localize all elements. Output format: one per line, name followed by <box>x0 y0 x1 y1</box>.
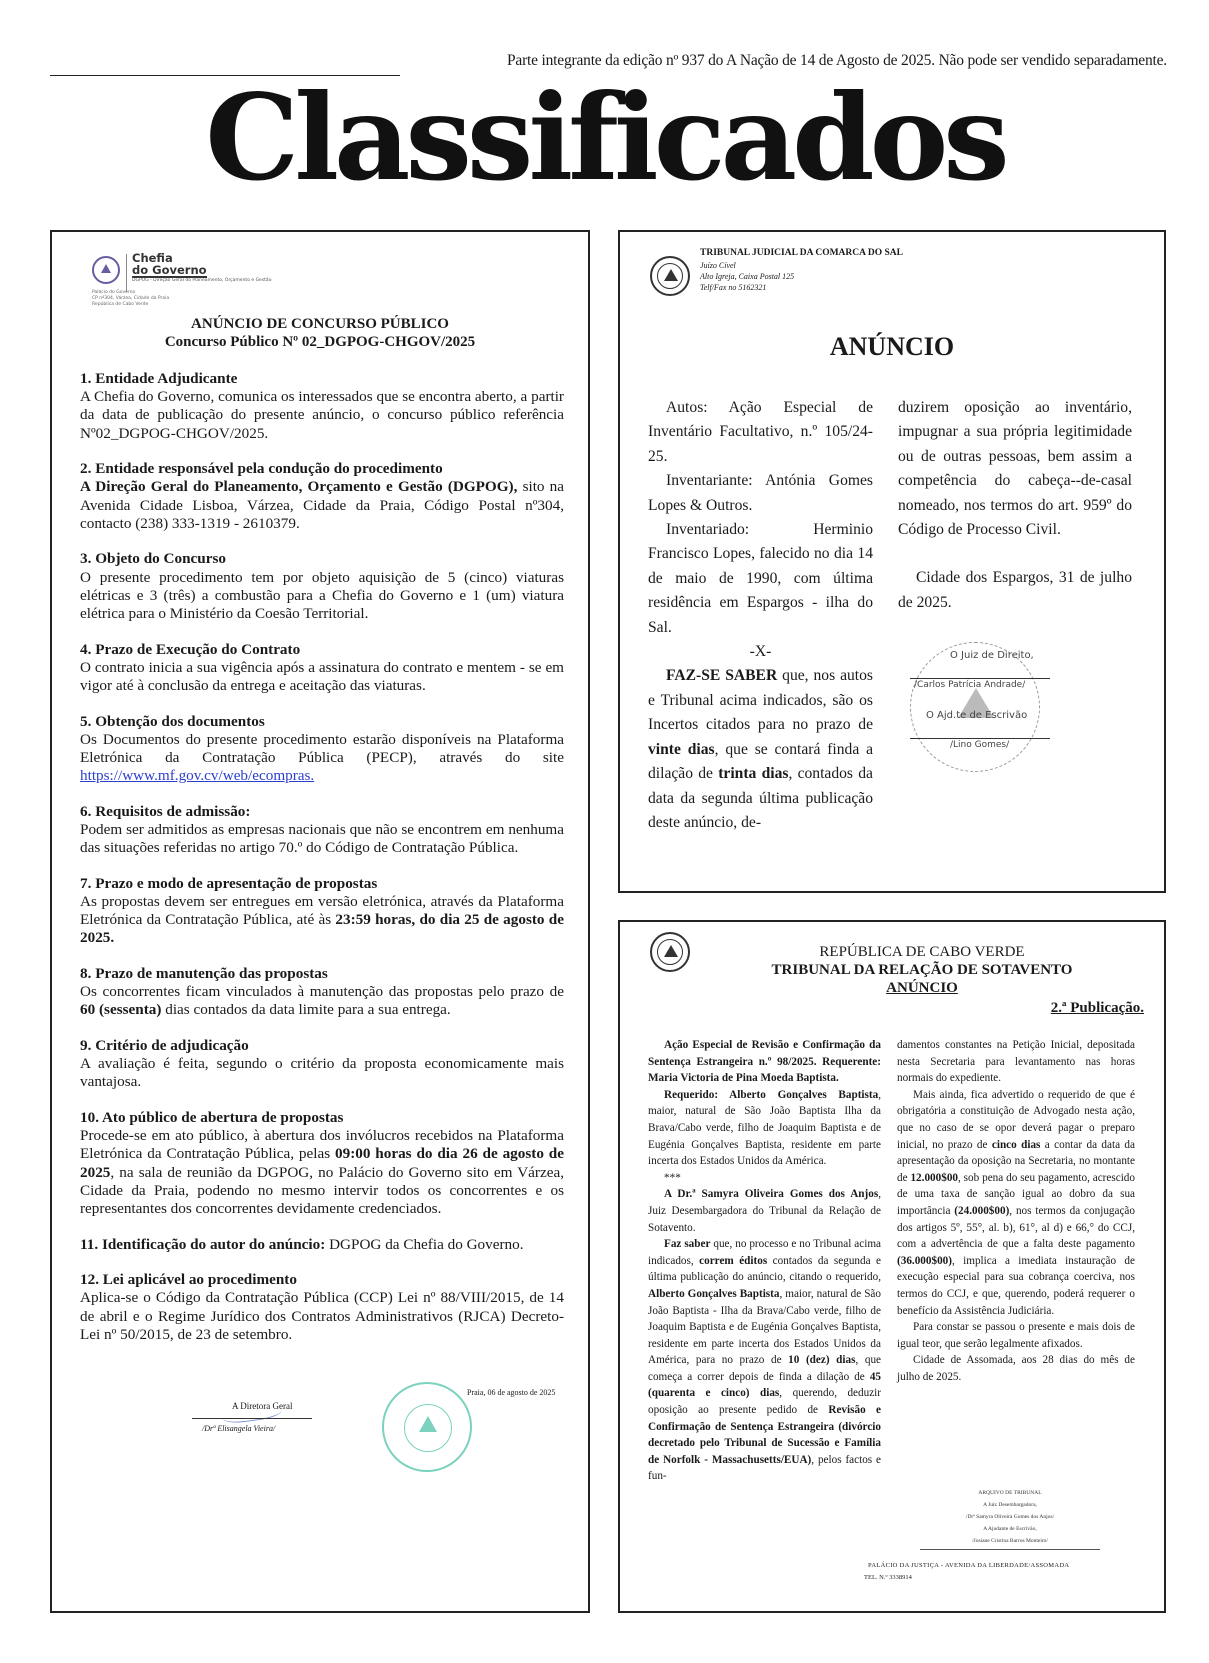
bold-run: Requerido: Alberto Gonçalves Baptista <box>664 1088 879 1101</box>
cabo-verde-emblem-icon <box>650 256 690 296</box>
logo-line1: Chefia <box>132 251 173 265</box>
section-12 <box>80 1271 564 1344</box>
section-text: O contrato inicia a sua vigência após a assinatura do contrato e mentem - se em vigor até à conclusão da entrega e aceitação das viaturas. <box>80 658 564 695</box>
section-8 <box>80 965 564 1020</box>
ad2-separator: -X- <box>749 643 772 661</box>
text-run: , maior, natural de São João Baptista Ilha da Brava/Cabo verde, filho de Joaquim Baptista e de Eugénia Gonçalves Baptista, residente em parte incerta dos Estados Unidos da América. <box>648 1088 881 1168</box>
signature-place-date: Praia, 06 de agosto de 2025 <box>467 1388 556 1397</box>
section-text: A Chefia do Governo, comunica os interessados que se encontra aberto, a partir da data de publicação do presente anúncio, o concurso público referência Nº02_DGPOG-CHGOV/2025. <box>80 388 564 442</box>
ad2-column-1 <box>648 396 873 835</box>
section-11 <box>80 1236 564 1254</box>
clerk-role: O Ajd.te de Escrivão <box>926 710 1028 721</box>
bold-run: Faz saber <box>664 1238 711 1251</box>
section-text: O presente procedimento tem por objeto aquisição de 5 (cinco) viaturas elétricas e 3 (três) a combustão para a Chefia do Governo e 1 (um) viatura elétrica para o Ministério da Coesão Territorial. <box>80 568 564 623</box>
section-text: Aplica-se o Código da Contratação Pública (CCP) Lei nº 88/VIII/2015, de 14 de abril e o Regime Jurídico dos Contratos Administrativos (RJCA) Decreto-Lei nº 50/2015, de 23 de setembro. <box>80 1289 564 1343</box>
ad2-sub1: Juízo Cível <box>700 261 736 270</box>
section-text <box>80 893 564 948</box>
ad2-continuation: duzirem oposição ao inventário, impugnar a sua própria legitimidade ou de outras pessoas, bem assim a competência do cabeça--de-casal nomeado, nos termos do art. 959º do Código de Processo Civil. <box>898 399 1132 539</box>
bold-run: 10 (dez) dias <box>788 1354 856 1367</box>
section-heading: 6. Requisitos de admissão: <box>80 802 251 820</box>
bold-run: 12.000$00 <box>910 1171 958 1184</box>
text-run: , maior, natural de São João Baptista - Ilha da Brava/Cabo verde, filho de Joaquim Baptista e de Eugénia Gonçalves Baptista, residente em parte incerta dos Estados Unidos da América, para no prazo de <box>648 1287 881 1367</box>
ad3-requerido <box>648 1087 881 1170</box>
bold-run: correm éditos <box>699 1254 768 1267</box>
section-text <box>80 983 564 1019</box>
text-run: Mais ainda, fica advertido o requerido de que é obrigatória a constituição de Advogado nesta ação, que no caso de se opor deverá pagar o preparo inicial, no prazo de <box>897 1088 1135 1151</box>
section-text: Podem ser admitidos as empresas nacionais que não se encontrem em nenhuma das situações referidas no artigo 70.º do Código de Contratação Pública. <box>80 821 564 857</box>
dgpog-stamp-icon <box>382 1382 472 1472</box>
ad3-faz-saber <box>648 1236 881 1485</box>
ad1-title: ANÚNCIO DE CONCURSO PÚBLICO <box>191 316 449 332</box>
section-3 <box>80 550 564 623</box>
ad2-court-name: TRIBUNAL JUDICIAL DA COMARCA DO SAL <box>700 248 903 258</box>
bold-run: Revisão e Confirmação de Sentença Estrangeira (divórcio decretado pelo Tribunal de Sucessão e Família de Norfolk - Massachusetts/EUA) <box>648 1404 881 1466</box>
ad2-sub2: Alto Igreja, Caixa Postal 125 <box>700 272 795 281</box>
section-heading: 1. Entidade Adjudicante <box>80 370 238 387</box>
bold-run: cinco dias <box>991 1138 1041 1151</box>
section-bold: A Direção Geral do Planeamento, Orçamento e Gestão (DGPOG), <box>80 478 518 496</box>
ad-tribunal-sal <box>618 230 1166 893</box>
section-6 <box>80 803 564 858</box>
ad2-date: Cidade dos Espargos, 31 de julho de 2025. <box>898 569 1132 611</box>
signature-name: /Drª Elisangela Vieira/ <box>202 1424 276 1433</box>
coat-of-arms-icon <box>92 256 120 284</box>
section-text <box>80 731 564 786</box>
ad3-court-name: TRIBUNAL DA RELAÇÃO DE SOTAVENTO <box>771 962 1073 978</box>
text-run: , pelos factos e fun- <box>648 1453 881 1483</box>
ad3-judge <box>648 1186 881 1236</box>
court-stamp-icon <box>910 642 1040 772</box>
ad3-separator: *** <box>664 1171 681 1184</box>
text-run: , que começa a correr depois de finda a dilação de <box>648 1354 882 1383</box>
section-heading: 12. Lei aplicável ao procedimento <box>80 1271 297 1289</box>
text-run: , contados da data da segunda última publicação deste anúncio, de- <box>648 765 873 831</box>
ad3-footer-tel: TEL. N.º 3338914 <box>864 1574 912 1581</box>
ad3-case <box>648 1037 881 1087</box>
text-run: , Juiz Desembargadora do Tribunal da Relação de Sotavento. <box>648 1188 881 1234</box>
chefia-governo-logo <box>92 252 272 312</box>
section-bold: 23:59 horas, do dia 25 de agosto de 2025. <box>80 911 564 947</box>
ad3-column-2 <box>897 1037 1135 1385</box>
section-text: A avaliação é feita, segundo o critério da proposta economicamente mais vantajosa. <box>80 1055 564 1091</box>
ad2-inventariado: Inventariado: Herminio Francisco Lopes, falecido no dia 14 de maio de 1990, com última residência em Espargos - ilha do Sal. <box>648 521 873 636</box>
ad3-title: ANÚNCIO <box>886 980 958 996</box>
bold-run: (36.000$00) <box>897 1254 952 1267</box>
bold-run: A Dr.ª Samyra Oliveira Gomes dos Anjos <box>664 1188 879 1201</box>
logo-line2: do Governo <box>132 263 207 277</box>
text-run: , sob pena do seu pagamento, acrescido de uma taxa de sanção igual ao dobro da sua importância <box>897 1171 1135 1217</box>
text-run: , que se contará finda a dilação de <box>648 740 874 783</box>
ad2-title: ANÚNCIO <box>829 332 955 361</box>
section-heading: 5. Obtenção dos documentos <box>80 712 265 730</box>
section-7 <box>80 875 564 948</box>
section-2 <box>80 460 564 533</box>
section-bold: 09:00 horas do dia 26 de agosto de 2025 <box>80 1145 564 1181</box>
section-heading: 2. Entidade responsável pela condução do procedimento <box>80 460 443 478</box>
section-heading: 8. Prazo de manutenção das propostas <box>80 965 328 983</box>
bold-run: vinte dias <box>648 740 715 758</box>
ad3-publication: 2.ª Publicação. <box>1050 1000 1144 1016</box>
ad3-advertencia <box>897 1087 1135 1319</box>
ad3-republic: REPÚBLICA DE CABO VERDE <box>819 944 1025 960</box>
section-1 <box>80 370 564 443</box>
ad2-signature-block <box>910 642 1050 782</box>
ad3-column-1 <box>648 1037 881 1485</box>
section-heading: 3. Objeto do Concurso <box>80 550 226 568</box>
section-text-run: As propostas devem ser entregues em versão eletrónica, através da Plataforma Eletrónica da Contratação Pública, até às <box>80 893 564 929</box>
signature-line <box>910 678 1050 679</box>
ad-concurso-publico <box>50 230 590 1613</box>
bold-run: (24.000$00) <box>954 1204 1010 1217</box>
ad2-column-2 <box>898 396 1132 615</box>
section-10 <box>80 1109 564 1218</box>
section-bold: 60 (sessenta) <box>80 1001 162 1019</box>
logo-addr3: República de Cabo Verde <box>92 302 149 307</box>
ad3-continuation: damentos constantes na Petição Inicial, depositada nesta Secretaria para levantamento nas horas normais do expediente. <box>897 1039 1135 1085</box>
ad1-signature-block <box>182 1382 562 1472</box>
ad2-autos: Autos: Ação Especial de Inventário Facultativo, n.º 105/24-25. <box>648 399 873 465</box>
section-text <box>80 1127 564 1218</box>
judge-role: O Juiz de Direito, <box>950 650 1034 661</box>
section-text-run: Os concorrentes ficam vinculados à manutenção das propostas pelo prazo de <box>80 983 564 1001</box>
section-heading: 10. Ato público de abertura de propostas <box>80 1109 344 1127</box>
logo-title <box>132 252 207 278</box>
section-text-run: dias contados da data limite para a sua entrega. <box>161 1001 451 1019</box>
section-heading: 4. Prazo de Execução do Contrato <box>80 640 301 658</box>
logo-addr2: CP nº304, Várzea, Cidade da Praia <box>92 296 170 301</box>
section-text-run: DGPOG da Chefia do Governo. <box>325 1235 524 1253</box>
text-run: contados da segunda e última publicação do anúncio, citando o requerido, <box>648 1254 881 1284</box>
section-5 <box>80 713 564 786</box>
text-run: , querendo, deduzir oposição ao presente pedido de <box>648 1387 882 1417</box>
logo-address <box>92 290 169 308</box>
sig-line-3: /Drª Samyra Oliveira Gomes dos Anjos/ <box>965 1514 1055 1520</box>
ad1-body <box>80 370 564 1361</box>
ecompras-link[interactable]: https://www.mf.gov.cv/web/ecompras. <box>80 767 315 785</box>
section-text-run: sito na Avenida Cidade Lisboa, Várzea, Cidade da Praia, Código Postal nº304, contacto (238) 333-1319 - 2610379. <box>80 478 565 532</box>
signature-line <box>910 738 1050 739</box>
ad3-footer-address: PALÁCIO DA JUSTIÇA - AVENIDA DA LIBERDADE/ASSOMADA <box>868 1562 1070 1569</box>
sig-line-1: ARQUIVO DE TRIBUNAL <box>978 1490 1042 1496</box>
text-run: que, no processo e no Tribunal acima indicados, <box>648 1238 881 1267</box>
text-run: , implica a imediata instauração de execução especial para sua cobrança coerciva, nos termos do CCJ, e que, querendo, poderá requerer o benefício da Assistência Judiciária. <box>897 1254 1135 1317</box>
section-heading: 9. Critério de adjudicação <box>80 1037 249 1055</box>
sig-line-2: A Juiz Desembargadora, <box>983 1502 1037 1508</box>
text-run: , nos termos da conjugação dos artigos 5º, 55°, al. b), 61°, al d) e 66,° do CCJ, com a advertência de que a falta deste pagamento <box>897 1204 1135 1251</box>
ad1-heading <box>52 315 588 351</box>
section-text <box>80 478 564 533</box>
sig-line-4: A Ajudante de Escrivão, <box>983 1526 1037 1532</box>
bold-run: 45 (quarenta e cinco) dias <box>648 1370 881 1400</box>
section-4 <box>80 641 564 696</box>
ad3-signature-block <box>920 1487 1100 1550</box>
edition-note: Parte integrante da edição nº 937 do A Nação de 14 de Agosto de 2025. Não pode ser vendido separadamente. <box>506 52 1167 69</box>
logo-subtitle: DGPOG - Direção Geral do Planeamento, Orçamento e Gestão <box>132 278 272 283</box>
section-text-run: Os Documentos do presente procedimento estarão disponíveis na Plataforma Eletrónica da Contratação Pública (PECP), através do site <box>80 730 564 767</box>
text-run: que, nos autos e Tribunal acima indicados, são os Incertos citados para no prazo de <box>648 667 873 734</box>
judge-name: /Carlos Patrícia Andrade/ <box>914 680 1026 690</box>
section-9 <box>80 1037 564 1092</box>
ad2-faz-se-saber <box>648 664 873 835</box>
section-heading: 11. Identificação do autor do anúncio: <box>80 1235 326 1253</box>
ad2-header <box>650 248 1130 308</box>
ad2-sub3: Telf/Fax no 5162321 <box>700 283 767 292</box>
bold-run: Ação Especial de Revisão e Confirmação da Sentença Estrangeira n.º 98/2025. Requerente: Maria Victoria de Pina Moeda Baptista. <box>648 1039 881 1085</box>
ad1-subtitle: Concurso Público Nº 02_DGPOG-CHGOV/2025 <box>164 334 476 350</box>
section-text-run: , na sala de reunião da DGPOG, no Palácio do Governo sito em Várzea, Cidade da Praia, podendo no mesmo intervir todos os concorrentes e os representantes dos concorrentes devidamente credenciados. <box>80 1163 564 1218</box>
clerk-name: /Lino Gomes/ <box>950 740 1010 750</box>
sig-line-5: /Josiane Cristina Barros Monteiro/ <box>920 1535 1100 1550</box>
handwritten-signature <box>221 1400 283 1425</box>
ad3-constar: Para constar se passou o presente e mais dois de igual teor, que serão legalmente afixados. <box>897 1321 1135 1350</box>
bold-run: trinta dias <box>718 765 789 783</box>
bold-run: FAZ-SE SABER <box>666 667 778 685</box>
section-heading: 7. Prazo e modo de apresentação de propostas <box>80 874 378 892</box>
logo-divider <box>126 254 127 292</box>
text-run: a contar da data da apresentação da oposição na Secretaria, no montante de <box>897 1138 1135 1184</box>
signature-role: A Diretora Geral <box>232 1401 293 1411</box>
section-text <box>80 1236 564 1254</box>
ad2-inventariante: Inventariante: Antónia Gomes Lopes & Outros. <box>648 472 873 514</box>
masthead-title: Classificados <box>205 68 1005 207</box>
ad2-court-details <box>700 260 794 293</box>
ad3-date: Cidade de Assomada, aos 28 dias do mês de julho de 2025. <box>897 1354 1135 1383</box>
signature-line <box>192 1418 312 1419</box>
section-text-run: Procede-se em ato público, à abertura dos invólucros recebidos na Plataforma Eletrónica da Contratação Pública, pelas <box>80 1127 564 1163</box>
logo-addr1: Palácio do Governo <box>92 290 136 295</box>
bold-run: Alberto Gonçalves Baptista <box>648 1287 780 1300</box>
ad-tribunal-relacao-sotavento <box>618 920 1166 1613</box>
